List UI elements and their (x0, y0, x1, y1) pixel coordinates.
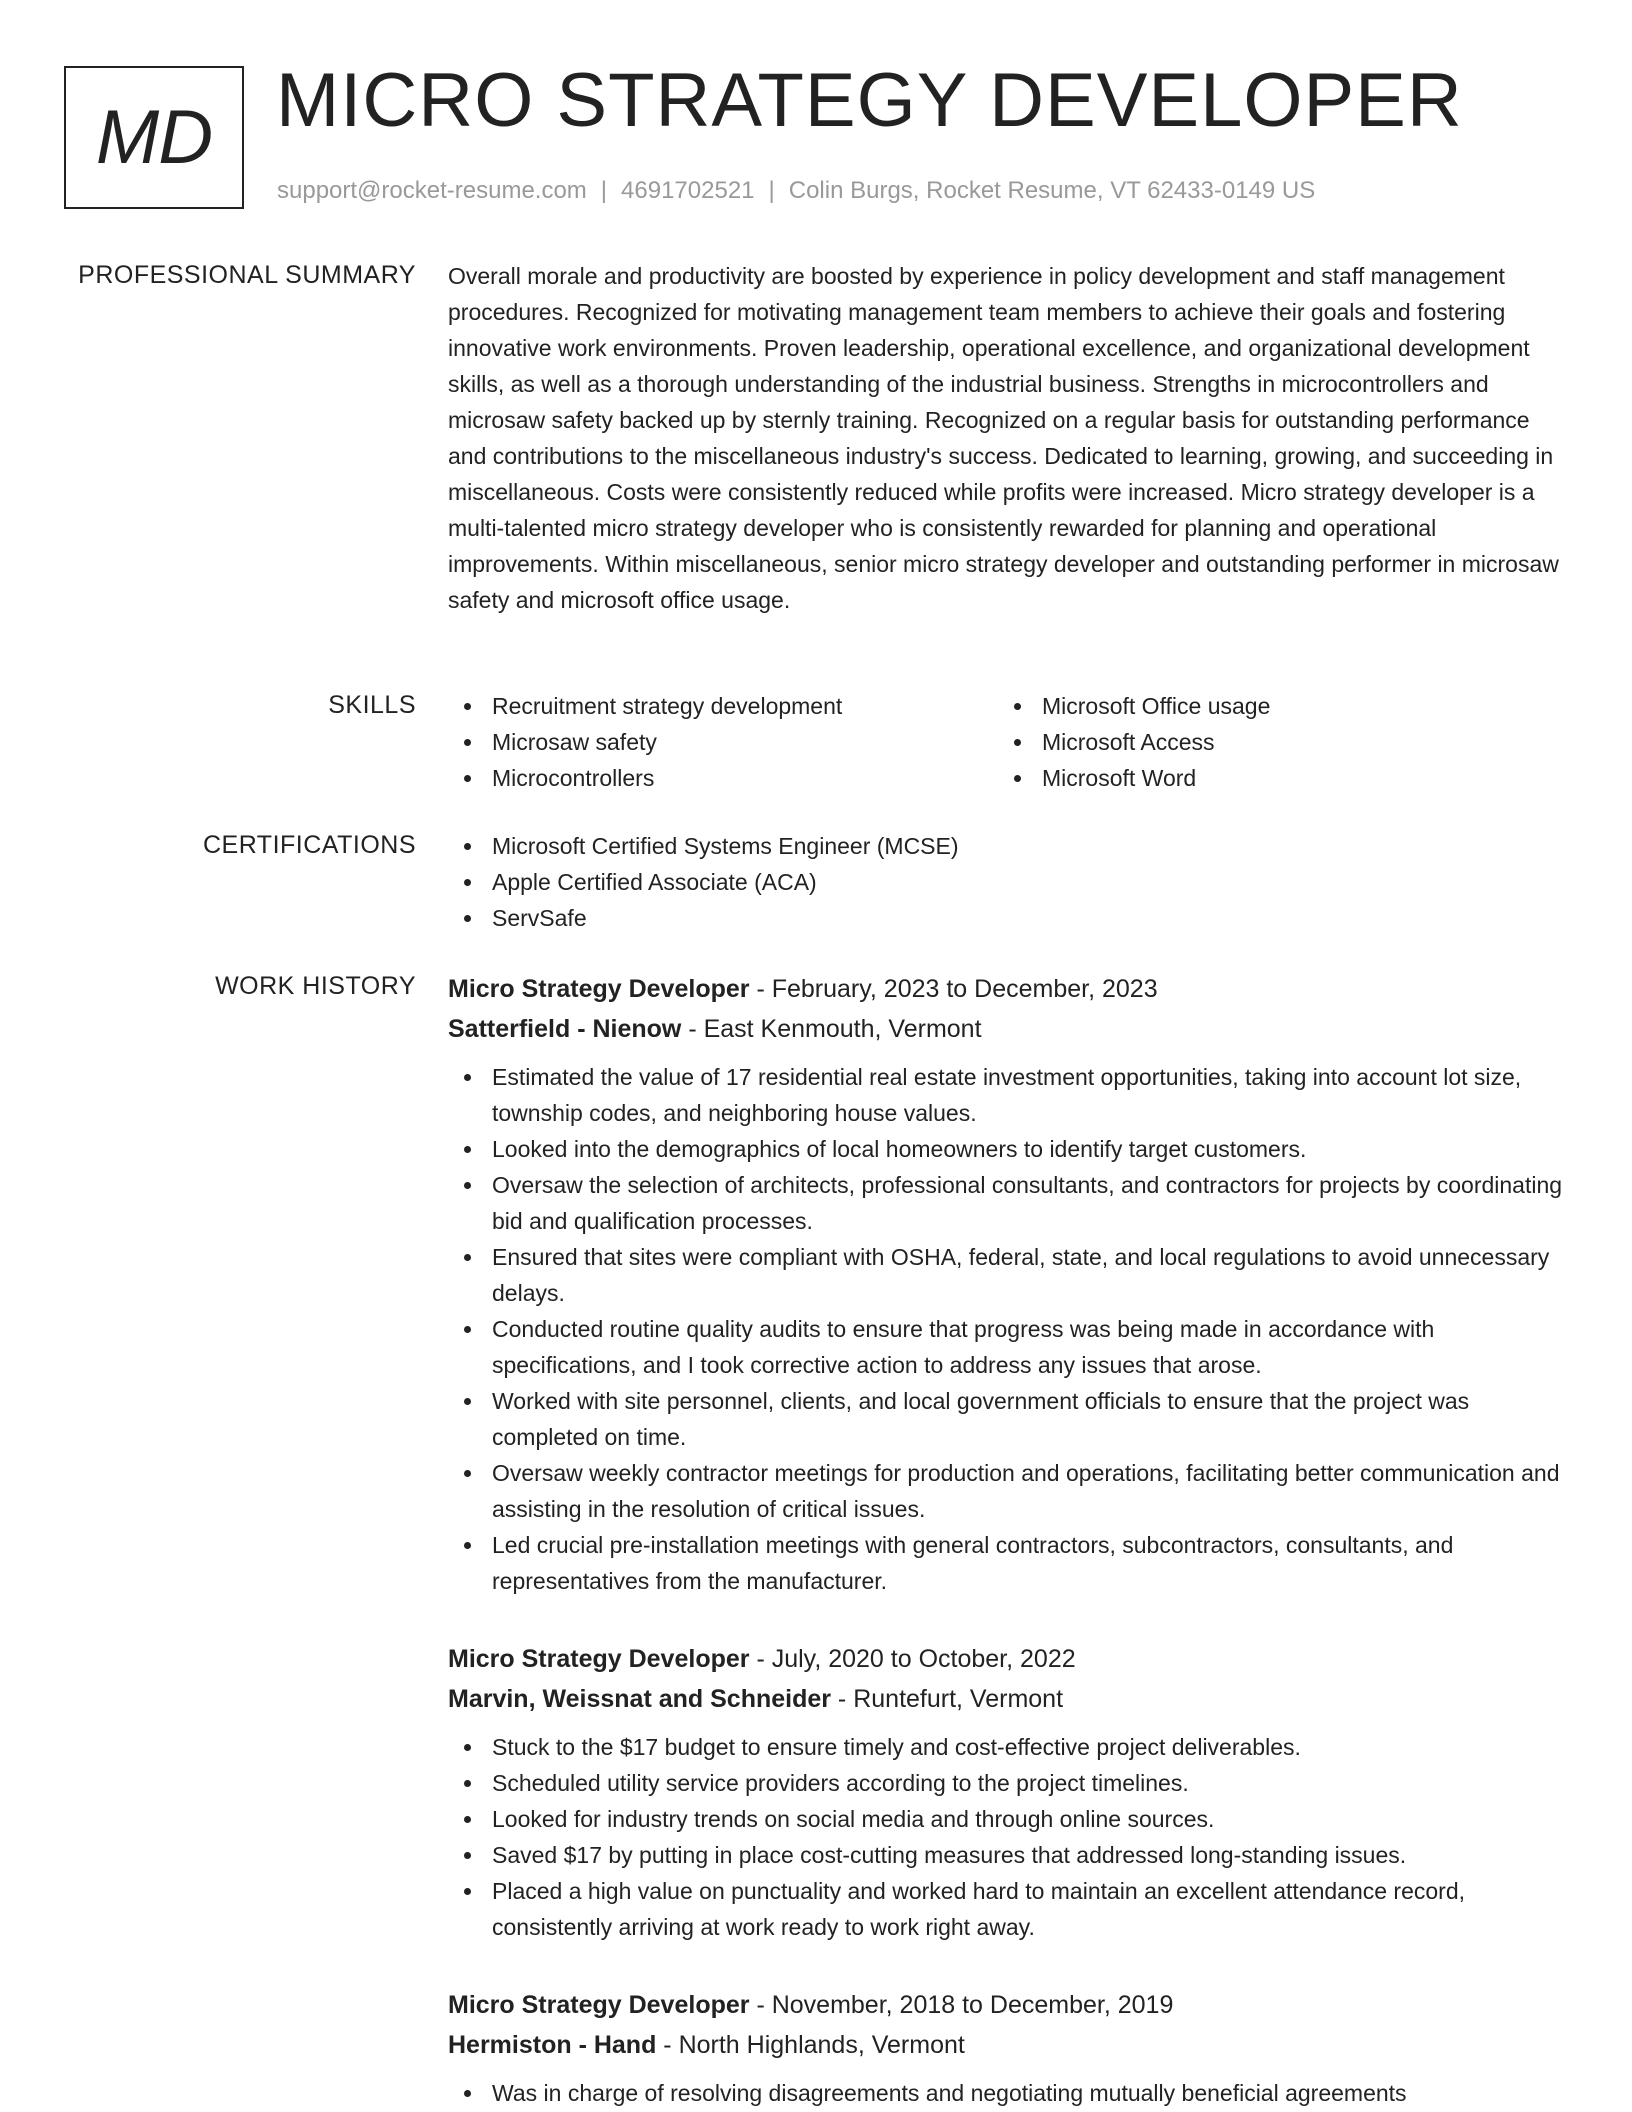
certifications-list (448, 828, 1568, 936)
company-name: Satterfield - Nienow (448, 1015, 682, 1043)
skills-body (448, 688, 1568, 796)
job-company-line (448, 1679, 1568, 1719)
job-entry (448, 969, 1568, 1599)
list-item: Apple Certified Associate (ACA) (448, 864, 1568, 900)
job-title: Micro Strategy Developer (448, 1991, 750, 2019)
list-item: Looked into the demographics of local homeowners to identify target customers. (448, 1131, 1568, 1167)
job-bullets (448, 2075, 1568, 2111)
job-title-line (448, 1639, 1568, 1679)
job-entry (448, 1639, 1568, 1945)
address-text: Colin Burgs, Rocket Resume, VT 62433-0149 US (788, 177, 1316, 204)
list-item: Oversaw weekly contractor meetings for production and operations, facilitating better communication and assisting in the resolution of critical issues. (448, 1455, 1568, 1527)
separator: | (768, 177, 775, 204)
company-location: - Runtefurt, Vermont (830, 1685, 1064, 1713)
list-item: Was in charge of resolving disagreements and negotiating mutually beneficial agreements (448, 2075, 1568, 2111)
list-item: Microsaw safety (448, 724, 998, 760)
summary-text: Overall morale and productivity are boosted by experience in policy development and staff management procedures. Recognized for motivating management team members to achieve their goals and fostering innovative work environments. Proven leadership, operational excellence, and organizational development skills, as well as a thorough understanding of the industrial business. Strengths in microcontrollers and microsaw safety backed up by sternly training. Recognized on a regular basis for outstanding performance and contributions to the miscellaneous industry's success. Dedicated to learning, growing, and succeeding in miscellaneous. Costs were consistently reduced while profits were increased. Micro strategy developer is a multi-talented micro strategy developer who is consistently rewarded for planning and operational improvements. Within miscellaneous, senior micro strategy developer and outstanding performer in microsaw safety and microsoft office usage. (448, 263, 1559, 613)
list-item: Conducted routine quality audits to ensure that progress was being made in accordance with specifications, and I took corrective action to address any issues that arose. (448, 1311, 1568, 1383)
monogram-logo: MD (64, 66, 244, 209)
list-item: Oversaw the selection of architects, professional consultants, and contractors for projects by coordinating bid and qualification processes. (448, 1167, 1568, 1239)
list-item: Microcontrollers (448, 760, 998, 796)
list-item: Microsoft Office usage (998, 688, 1548, 724)
job-dates: - November, 2018 to December, 2019 (749, 1991, 1174, 2019)
list-item: Placed a high value on punctuality and worked hard to maintain an excellent attendance record, consistently arriving at work ready to work right away. (448, 1873, 1568, 1945)
list-item: Microsoft Certified Systems Engineer (MCSE) (448, 828, 1568, 864)
job-company-line (448, 2025, 1568, 2065)
section-label: PROFESSIONAL SUMMARY (78, 261, 416, 289)
company-location: - North Highlands, Vermont (656, 2031, 965, 2059)
company-name: Marvin, Weissnat and Schneider (448, 1685, 831, 1713)
skills-column-left (448, 688, 998, 796)
list-item: Led crucial pre-installation meetings with general contractors, subcontractors, consultants, and representatives from the manufacturer. (448, 1527, 1568, 1599)
job-title-line (448, 969, 1568, 1009)
phone-text: 4691702521 (621, 177, 755, 204)
company-name: Hermiston - Hand (448, 2031, 657, 2059)
summary-body (448, 258, 1568, 618)
job-title: Micro Strategy Developer (448, 975, 750, 1003)
job-title: Micro Strategy Developer (448, 1645, 750, 1673)
section-label: WORK HISTORY (215, 972, 416, 1000)
resume-title: MICRO STRATEGY DEVELOPER (276, 58, 1463, 143)
list-item: Saved $17 by putting in place cost-cutting measures that addressed long-standing issues. (448, 1837, 1568, 1873)
list-item: Recruitment strategy development (448, 688, 998, 724)
email-text: support@rocket-resume.com (277, 177, 587, 204)
list-item: Ensured that sites were compliant with OSHA, federal, state, and local regulations to avoid unnecessary delays. (448, 1239, 1568, 1311)
skills-column-right (998, 688, 1548, 796)
job-dates: - February, 2023 to December, 2023 (749, 975, 1158, 1003)
list-item: Microsoft Word (998, 760, 1548, 796)
list-item: ServSafe (448, 900, 1568, 936)
list-item: Scheduled utility service providers according to the project timelines. (448, 1765, 1568, 1801)
job-company-line (448, 1009, 1568, 1049)
list-item: Looked for industry trends on social media and through online sources. (448, 1801, 1568, 1837)
job-bullets (448, 1729, 1568, 1945)
job-bullets (448, 1059, 1568, 1599)
list-item: Estimated the value of 17 residential real estate investment opportunities, taking into account lot size, township codes, and neighboring house values. (448, 1059, 1568, 1131)
job-dates: - July, 2020 to October, 2022 (749, 1645, 1076, 1673)
list-item: Microsoft Access (998, 724, 1548, 760)
work-history-body (448, 969, 1568, 2112)
section-label: CERTIFICATIONS (202, 831, 416, 859)
contact-line (277, 176, 1315, 206)
list-item: Worked with site personnel, clients, and local government officials to ensure that the project was completed on time. (448, 1383, 1568, 1455)
job-entry (448, 1985, 1568, 2111)
section-label: SKILLS (328, 691, 416, 719)
job-title-line (448, 1985, 1568, 2025)
separator: | (600, 177, 608, 204)
certifications-body (448, 828, 1568, 936)
list-item: Stuck to the $17 budget to ensure timely and cost-effective project deliverables. (448, 1729, 1568, 1765)
company-location: - East Kenmouth, Vermont (681, 1015, 982, 1043)
